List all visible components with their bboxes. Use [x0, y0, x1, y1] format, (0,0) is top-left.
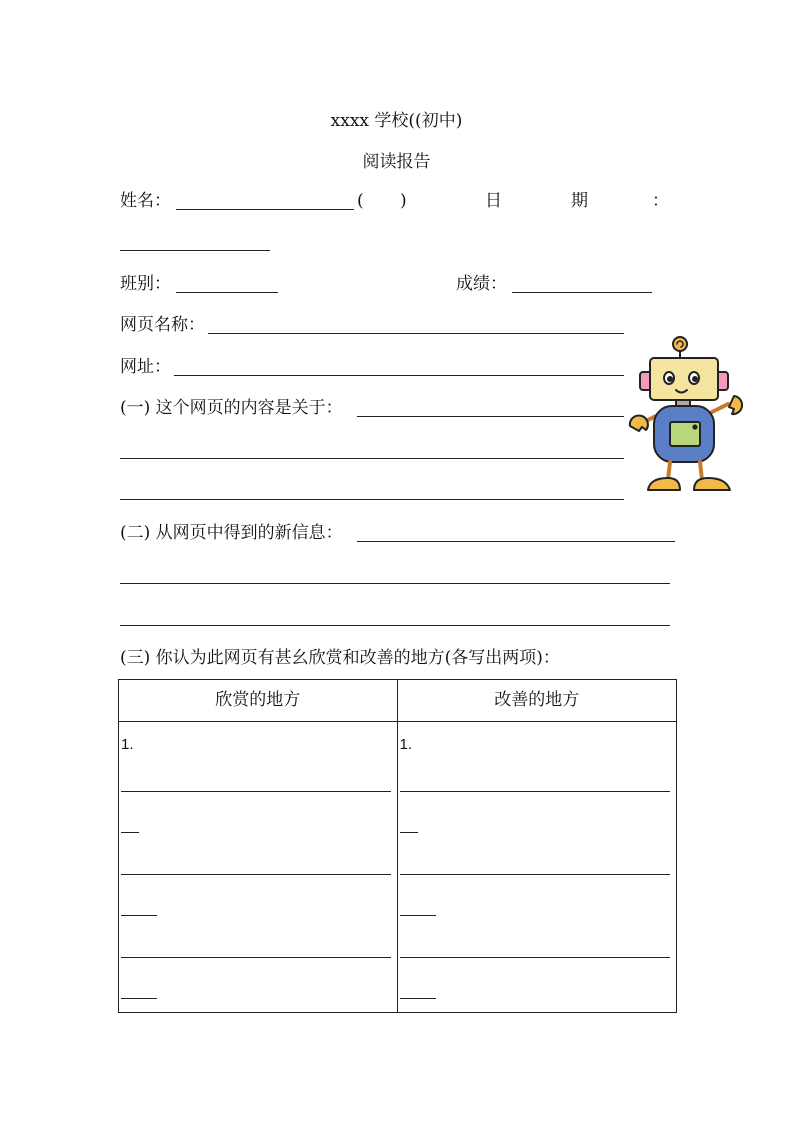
- url-blank[interactable]: [174, 375, 624, 376]
- question-2: (二) 从网页中得到的新信息：: [120, 523, 343, 543]
- improve-line-6: [400, 998, 436, 999]
- appreciate-item-number: 1.: [121, 736, 134, 753]
- q2-blank-1[interactable]: [357, 541, 675, 542]
- appreciate-line-6: [121, 998, 157, 999]
- appreciate-line-5: [121, 957, 391, 958]
- class-label: 班别：: [120, 274, 171, 294]
- appreciate-line-4: [121, 915, 157, 916]
- date-blank[interactable]: [120, 250, 270, 251]
- score-blank[interactable]: [512, 292, 652, 293]
- name-blank[interactable]: [176, 209, 354, 210]
- school-title: xxxx 学校((初中): [330, 111, 463, 131]
- improve-cell[interactable]: [397, 722, 677, 1013]
- improve-line-3: [400, 874, 670, 875]
- date-label-char1: 日: [485, 191, 502, 211]
- improve-item-number: 1.: [399, 736, 413, 753]
- date-label-colon: ：: [652, 191, 669, 211]
- webpage-name-label: 网页名称：: [120, 315, 205, 335]
- url-label: 网址：: [120, 357, 171, 377]
- report-subtitle: 阅读报告: [362, 152, 431, 172]
- improve-line-5: [400, 957, 670, 958]
- paren-open: (: [357, 191, 364, 211]
- appreciation-improvement-table: [118, 679, 677, 1013]
- question-1: (一) 这个网页的内容是关于：: [120, 398, 343, 418]
- table-header-row: [119, 680, 677, 722]
- improve-line-2: [400, 832, 418, 833]
- q1-blank-1[interactable]: [357, 416, 624, 417]
- table-row: [119, 722, 677, 1013]
- appreciate-cell[interactable]: [119, 722, 398, 1013]
- paren-close: ): [400, 191, 407, 211]
- q1-blank-2[interactable]: [120, 458, 624, 459]
- webpage-name-blank[interactable]: [208, 333, 624, 334]
- header-appreciate: 欣赏的地方: [119, 680, 398, 722]
- improve-line-1: [400, 791, 670, 792]
- appreciate-line-1: [121, 791, 391, 792]
- q2-blank-2[interactable]: [120, 583, 670, 584]
- robot-icon: [624, 334, 750, 496]
- header-improve: 改善的地方: [397, 680, 677, 722]
- improve-line-4: [400, 915, 436, 916]
- q1-blank-3[interactable]: [120, 499, 624, 500]
- q2-blank-3[interactable]: [120, 625, 670, 626]
- score-label: 成绩：: [456, 274, 507, 294]
- name-label: 姓名：: [120, 191, 171, 211]
- appreciate-line-2: [121, 832, 139, 833]
- appreciate-line-3: [121, 874, 391, 875]
- class-blank[interactable]: [176, 292, 278, 293]
- date-label-char2: 期: [571, 191, 588, 211]
- question-3: (三) 你认为此网页有甚幺欣赏和改善的地方(各写出两项)：: [120, 648, 560, 668]
